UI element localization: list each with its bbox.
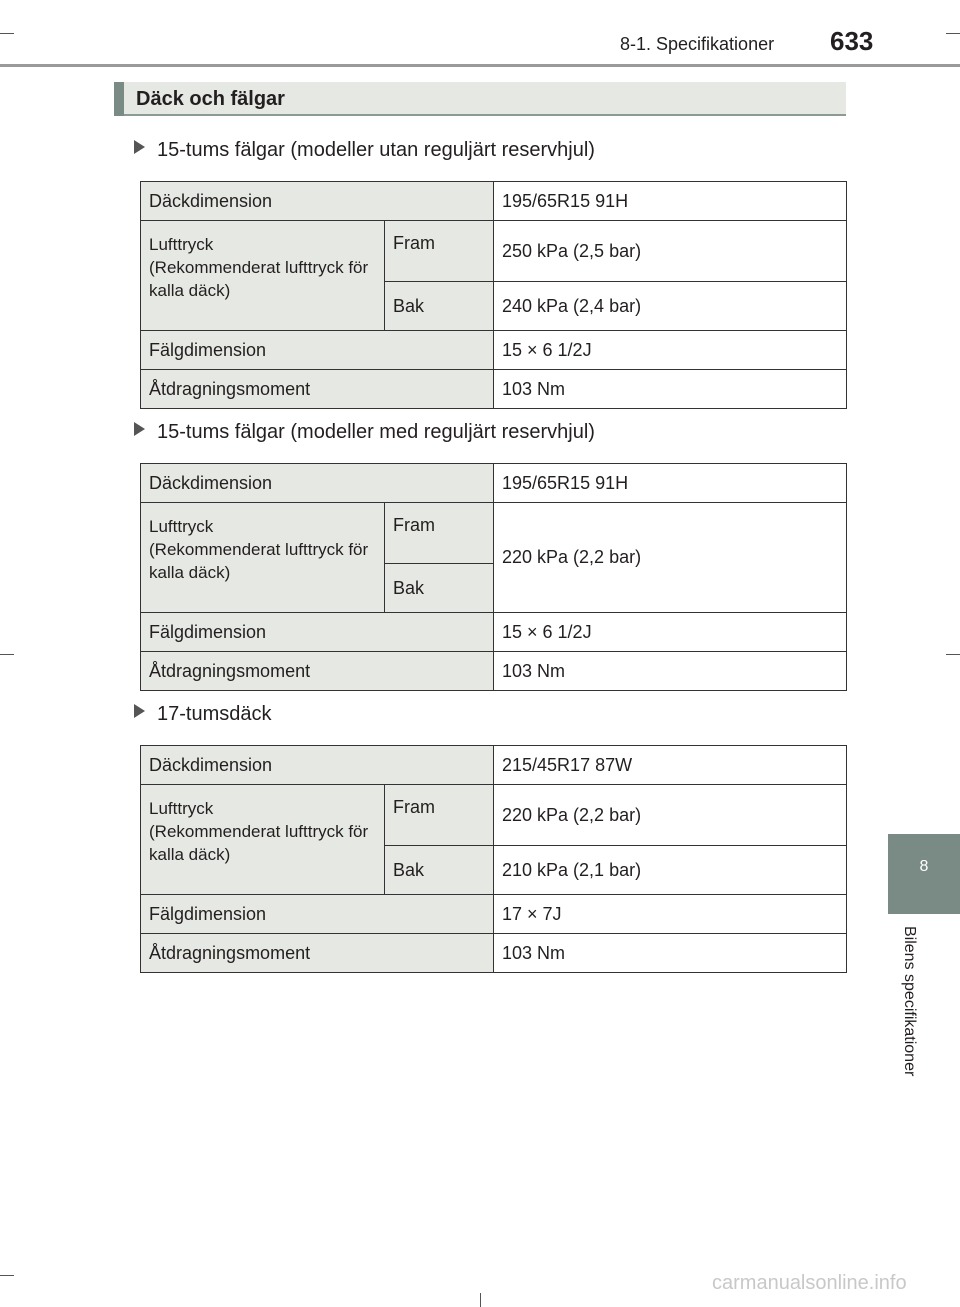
subsection-title (134, 703, 272, 726)
triangle-bullet-icon (134, 704, 145, 718)
subsection-title-text: 15-tums fälgar (modeller med reguljärt reservhjul) (157, 421, 595, 443)
header-rule (0, 64, 960, 67)
heading-accent-bar (114, 82, 124, 116)
table-row (141, 503, 847, 564)
table-row (141, 746, 847, 785)
subsection-title-text: 17-tumsdäck (157, 703, 272, 725)
crop-mark (946, 654, 960, 655)
section-heading-title: Däck och fälgar (136, 88, 285, 110)
table-row (141, 221, 847, 282)
torque-label: Åtdragningsmoment (141, 370, 494, 409)
rear-label: Bak (385, 564, 494, 613)
shared-pressure-value: 220 kPa (2,2 bar) (494, 503, 847, 613)
crop-mark (480, 1293, 481, 1307)
crop-mark (0, 1275, 14, 1276)
tire-size-value: 195/65R15 91H (494, 182, 847, 221)
torque-value: 103 Nm (494, 370, 847, 409)
pressure-label: Lufttryck (Rekommenderat lufttryck för kalla däck) (141, 785, 385, 895)
rear-label: Bak (385, 846, 494, 895)
front-pressure-value: 250 kPa (2,5 bar) (494, 221, 847, 282)
subsection-title (134, 139, 595, 162)
crop-mark (0, 654, 14, 655)
torque-label: Åtdragningsmoment (141, 652, 494, 691)
table-row (141, 331, 847, 370)
torque-label: Åtdragningsmoment (141, 934, 494, 973)
subsection-title (134, 421, 595, 444)
front-label: Fram (385, 221, 494, 282)
watermark: carmanualsonline.info (712, 1272, 907, 1294)
triangle-bullet-icon (134, 140, 145, 154)
chapter-number: 8 (919, 858, 929, 875)
front-pressure-value: 220 kPa (2,2 bar) (494, 785, 847, 846)
tire-size-label: Däckdimension (141, 182, 494, 221)
rim-size-label: Fälgdimension (141, 895, 494, 934)
torque-value: 103 Nm (494, 652, 847, 691)
table-row (141, 613, 847, 652)
spec-table (140, 463, 847, 691)
tire-size-label: Däckdimension (141, 464, 494, 503)
tire-size-value: 215/45R17 87W (494, 746, 847, 785)
rim-size-value: 17 × 7J (494, 895, 847, 934)
chapter-label: Bilens specifikationer (901, 926, 918, 1077)
front-label: Fram (385, 785, 494, 846)
spec-table (140, 745, 847, 973)
front-label: Fram (385, 503, 494, 564)
triangle-bullet-icon (134, 422, 145, 436)
tire-size-label: Däckdimension (141, 746, 494, 785)
rear-label: Bak (385, 282, 494, 331)
table-row (141, 895, 847, 934)
torque-value: 103 Nm (494, 934, 847, 973)
subsection-title-text: 15-tums fälgar (modeller utan reguljärt reservhjul) (157, 139, 595, 161)
table-row (141, 182, 847, 221)
rear-pressure-value: 240 kPa (2,4 bar) (494, 282, 847, 331)
pressure-label: Lufttryck (Rekommenderat lufttryck för kalla däck) (141, 221, 385, 331)
page-header (0, 0, 960, 66)
table-row (141, 464, 847, 503)
rim-size-label: Fälgdimension (141, 613, 494, 652)
rim-size-value: 15 × 6 1/2J (494, 331, 847, 370)
rim-size-value: 15 × 6 1/2J (494, 613, 847, 652)
table-row (141, 934, 847, 973)
page-number: 633 (830, 26, 874, 56)
section-heading (114, 82, 846, 116)
table-row (141, 652, 847, 691)
chapter-tab[interactable] (888, 834, 960, 914)
header-section-title: 8-1. Specifikationer (620, 34, 775, 54)
table-row (141, 785, 847, 846)
pressure-label: Lufttryck (Rekommenderat lufttryck för kalla däck) (141, 503, 385, 613)
table-row (141, 370, 847, 409)
rear-pressure-value: 210 kPa (2,1 bar) (494, 846, 847, 895)
tire-size-value: 195/65R15 91H (494, 464, 847, 503)
rim-size-label: Fälgdimension (141, 331, 494, 370)
spec-table (140, 181, 847, 409)
